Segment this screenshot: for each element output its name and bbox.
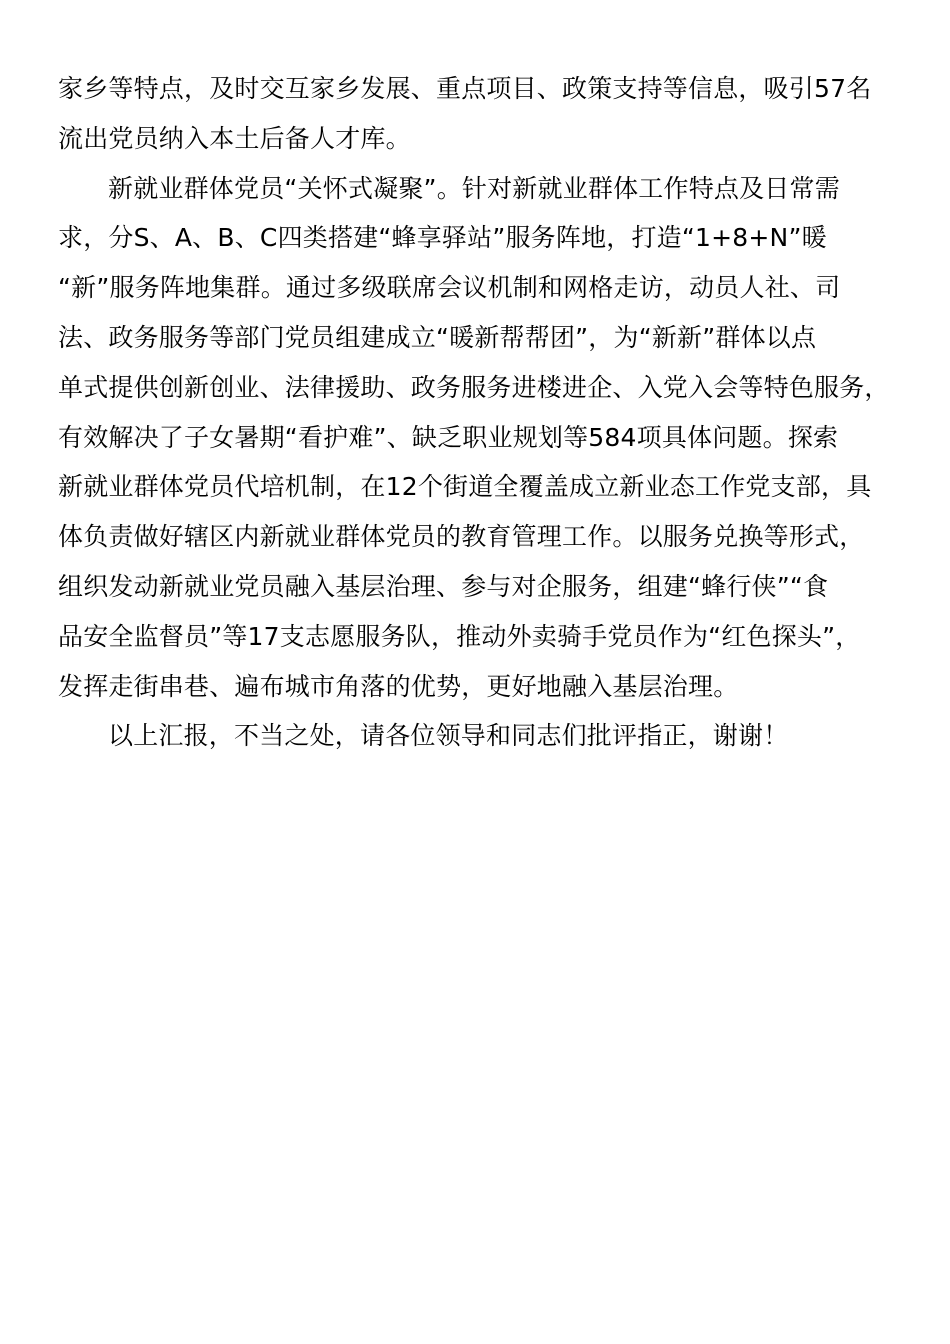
text-line: 新就业群体党员代培机制，在12个街道全覆盖成立新业态工作党支部，具 xyxy=(58,472,872,502)
text-line: 品安全监督员”等17支志愿服务队，推动外卖骑手党员作为“红色探头”， xyxy=(58,621,861,651)
text-line: 发挥走街串巷、遍布城市角落的优势，更好地融入基层治理。 xyxy=(58,671,739,701)
text-line: 求，分S、A、B、C四类搭建“蜂享驿站”服务阵地，打造“1+8+N”暖 xyxy=(58,223,827,253)
text-line: “新”服务阵地集群。通过多级联席会议机制和网格走访，动员人社、司 xyxy=(58,273,841,303)
text-line: 体负责做好辖区内新就业群体党员的教育管理工作。以服务兑换等形式， xyxy=(58,522,865,552)
text-line: 有效解决了子女暑期“看护难”、缺乏职业规划等584项具体问题。探索 xyxy=(58,422,839,452)
text-line: 流出党员纳入本土后备人才库。 xyxy=(58,123,411,153)
text-line: 组织发动新就业党员融入基层治理、参与对企服务，组建“蜂行侠”“食 xyxy=(58,571,829,601)
text-line: 法、政务服务等部门党员组建成立“暖新帮帮团”，为“新新”群体以点 xyxy=(58,322,817,352)
paragraph-heading-line: 新就业群体党员“关怀式凝聚”。针对新就业群体工作特点及日常需 xyxy=(108,173,840,203)
closing-line: 以上汇报，不当之处，请各位领导和同志们批评指正，谢谢！ xyxy=(108,721,789,751)
text-line: 家乡等特点，及时交互家乡发展、重点项目、政策支持等信息，吸引57名 xyxy=(58,74,872,103)
text-line: 单式提供创新创业、法律援助、政务服务进楼进企、入党入会等特色服务， xyxy=(58,372,890,402)
document-body xyxy=(58,64,898,761)
